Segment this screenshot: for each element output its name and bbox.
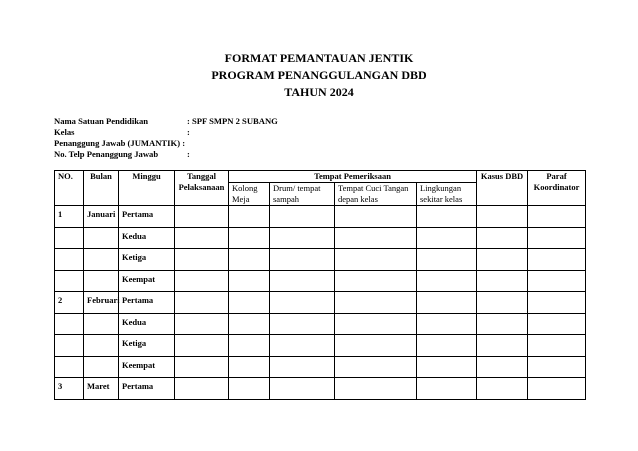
cell-cuci — [335, 335, 417, 357]
cell-minggu: Pertama — [119, 378, 175, 400]
cell-paraf — [528, 206, 586, 228]
monitoring-table — [54, 170, 586, 400]
cell-bulan — [84, 313, 119, 335]
cell-kolong — [229, 206, 270, 228]
cell-kolong — [229, 378, 270, 400]
title-line-2: PROGRAM PENANGGULANGAN DBD — [211, 68, 427, 82]
cell-drum — [270, 378, 335, 400]
table-row — [55, 292, 586, 314]
info-phone-row — [54, 149, 278, 160]
header-no: NO. — [55, 171, 84, 206]
cell-bulan — [84, 270, 119, 292]
cell-cuci — [335, 292, 417, 314]
cell-drum — [270, 249, 335, 271]
cell-tanggal — [175, 270, 229, 292]
cell-bulan — [84, 335, 119, 357]
cell-cuci — [335, 313, 417, 335]
pj-label: Penanggung Jawab (JUMANTIK) : — [54, 138, 186, 148]
cell-lingkungan — [417, 356, 477, 378]
subheader-drum: Drum/ tempat sampah — [270, 183, 335, 206]
cell-kolong — [229, 335, 270, 357]
cell-tanggal — [175, 249, 229, 271]
table-row — [55, 270, 586, 292]
cell-no: 3 — [55, 378, 84, 400]
class-label: Kelas — [54, 127, 75, 137]
cell-cuci — [335, 206, 417, 228]
table-row — [55, 227, 586, 249]
cell-paraf — [528, 335, 586, 357]
cell-minggu: Keempat — [119, 356, 175, 378]
subheader-cuci: Tempat Cuci Tangan depan kelas — [335, 183, 417, 206]
cell-no — [55, 249, 84, 271]
cell-kasus — [477, 292, 528, 314]
cell-cuci — [335, 270, 417, 292]
cell-kolong — [229, 292, 270, 314]
cell-lingkungan — [417, 313, 477, 335]
cell-bulan — [84, 249, 119, 271]
cell-minggu: Pertama — [119, 206, 175, 228]
header-bulan: Bulan — [84, 171, 119, 206]
cell-cuci — [335, 378, 417, 400]
cell-drum — [270, 335, 335, 357]
cell-tanggal — [175, 206, 229, 228]
cell-tanggal — [175, 227, 229, 249]
cell-no — [55, 335, 84, 357]
cell-minggu: Keempat — [119, 270, 175, 292]
cell-lingkungan — [417, 335, 477, 357]
table-row — [55, 335, 586, 357]
cell-kasus — [477, 356, 528, 378]
header-kasus: Kasus DBD — [477, 171, 528, 206]
info-school-row — [54, 116, 278, 127]
cell-kasus — [477, 227, 528, 249]
cell-no — [55, 227, 84, 249]
cell-kolong — [229, 270, 270, 292]
cell-lingkungan — [417, 378, 477, 400]
header-tanggal: Tanggal Pelaksanaan — [175, 171, 229, 206]
info-class-row — [54, 127, 278, 138]
cell-kasus — [477, 206, 528, 228]
cell-no — [55, 313, 84, 335]
cell-drum — [270, 270, 335, 292]
table-row — [55, 313, 586, 335]
cell-kolong — [229, 313, 270, 335]
cell-bulan — [84, 356, 119, 378]
cell-drum — [270, 356, 335, 378]
table-row — [55, 206, 586, 228]
cell-bulan: Januari — [84, 206, 119, 228]
cell-tanggal — [175, 378, 229, 400]
cell-cuci — [335, 356, 417, 378]
cell-cuci — [335, 227, 417, 249]
cell-minggu: Pertama — [119, 292, 175, 314]
cell-minggu: Kedua — [119, 313, 175, 335]
cell-tanggal — [175, 313, 229, 335]
info-pj-row — [54, 138, 278, 149]
cell-drum — [270, 292, 335, 314]
cell-paraf — [528, 292, 586, 314]
cell-kolong — [229, 249, 270, 271]
subheader-kolong: Kolong Meja — [229, 183, 270, 206]
table-header-row — [55, 171, 586, 183]
cell-no — [55, 270, 84, 292]
phone-label: No. Telp Penanggung Jawab — [54, 149, 159, 159]
cell-kolong — [229, 227, 270, 249]
cell-no: 2 — [55, 292, 84, 314]
cell-drum — [270, 206, 335, 228]
cell-lingkungan — [417, 227, 477, 249]
cell-minggu: Kedua — [119, 227, 175, 249]
cell-paraf — [528, 313, 586, 335]
header-minggu: Minggu — [119, 171, 175, 206]
table-row — [55, 378, 586, 400]
table-row — [55, 249, 586, 271]
cell-kolong — [229, 356, 270, 378]
subheader-lingkungan: Lingkungan sekitar kelas — [417, 183, 477, 206]
cell-bulan — [84, 227, 119, 249]
cell-paraf — [528, 356, 586, 378]
cell-drum — [270, 227, 335, 249]
title-line-3: TAHUN 2024 — [284, 85, 354, 99]
cell-lingkungan — [417, 292, 477, 314]
cell-minggu: Ketiga — [119, 249, 175, 271]
table-row — [55, 356, 586, 378]
cell-lingkungan — [417, 249, 477, 271]
cell-paraf — [528, 378, 586, 400]
cell-minggu: Ketiga — [119, 335, 175, 357]
cell-paraf — [528, 270, 586, 292]
cell-paraf — [528, 227, 586, 249]
cell-kasus — [477, 335, 528, 357]
document-title — [0, 50, 638, 101]
cell-no: 1 — [55, 206, 84, 228]
cell-kasus — [477, 313, 528, 335]
cell-paraf — [528, 249, 586, 271]
header-tempat: Tempat Pemeriksaan — [229, 171, 477, 183]
cell-cuci — [335, 249, 417, 271]
cell-bulan: Maret — [84, 378, 119, 400]
table-body — [55, 206, 586, 400]
cell-no — [55, 356, 84, 378]
title-line-1: FORMAT PEMANTAUAN JENTIK — [224, 51, 414, 65]
info-block — [54, 116, 278, 160]
class-value: : — [187, 127, 190, 137]
cell-tanggal — [175, 292, 229, 314]
cell-kasus — [477, 378, 528, 400]
cell-kasus — [477, 249, 528, 271]
cell-lingkungan — [417, 270, 477, 292]
cell-bulan: Februari — [84, 292, 119, 314]
school-label: Nama Satuan Pendidikan — [54, 116, 149, 126]
phone-value: : — [187, 149, 190, 159]
cell-drum — [270, 313, 335, 335]
cell-lingkungan — [417, 206, 477, 228]
cell-kasus — [477, 270, 528, 292]
cell-tanggal — [175, 356, 229, 378]
cell-tanggal — [175, 335, 229, 357]
school-value: : SPF SMPN 2 SUBANG — [187, 116, 278, 126]
header-paraf: Paraf Koordinator — [528, 171, 586, 206]
